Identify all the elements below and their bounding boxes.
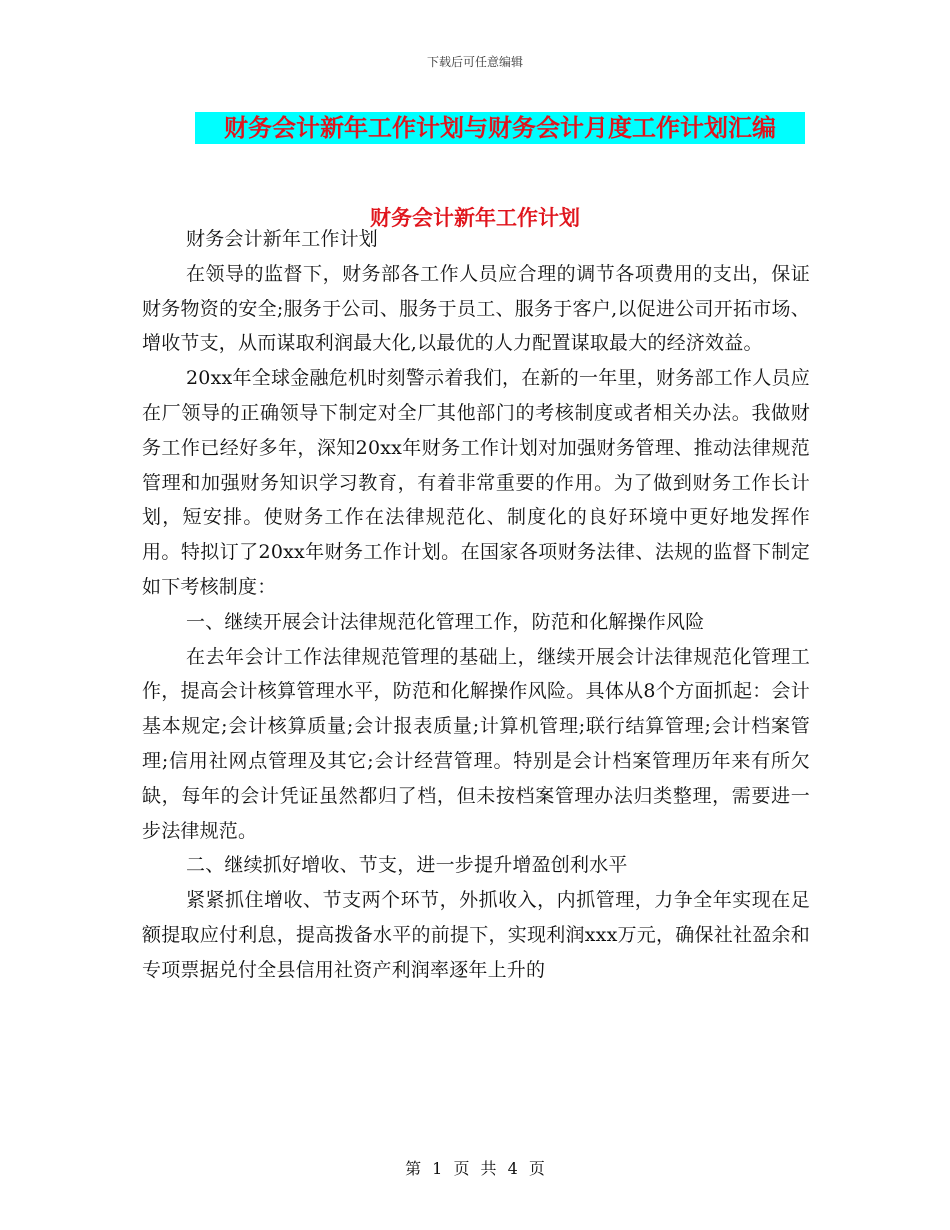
- paragraph: 20xx年全球金融危机时刻警示着我们，在新的一年里，财务部工作人员应在厂领导的正确领导下制定对全厂其他部门的考核制度或者相关办法。我做财务工作已经好多年，深知20xx年财务工作计划对加强财务管理、推动法律规范管理和加强财务知识学习教育，有着非常重要的作用。为了做到财务工作长计划，短安排。使财务工作在法律规范化、制度化的良好环境中更好地发挥作用。特拟订了20xx年财务工作计划。在国家各项财务法律、法规的监督下制定如下考核制度：: [142, 367, 810, 598]
- paragraph: 紧紧抓住增收、节支两个环节，外抓收入，内抓管理，力争全年实现在足额提取应付利息，提高拨备水平的前提下，实现利润xxx万元，确保社社盈余和专项票据兑付全县信用社资产利润率逐年上升的: [142, 889, 810, 981]
- page-footer: 第 1 页 共 4 页: [405, 1159, 545, 1178]
- section-title: 财务会计新年工作计划: [370, 205, 580, 230]
- paragraph-heading: 一、继续开展会计法律规范化管理工作，防范和化解操作风险: [186, 610, 705, 633]
- paragraph: 在领导的监督下，财务部各工作人员应合理的调节各项费用的支出，保证财务物资的安全;服务于公司、服务于员工、服务于客户,以促进公司开拓市场、增收节支，从而谋取利润最大化,以最优的人力配置谋取最大的经济效益。: [142, 262, 810, 355]
- paragraph: 财务会计新年工作计划: [186, 228, 379, 250]
- document-title: 财务会计新年工作计划与财务会计月度工作计划汇编: [195, 112, 805, 144]
- document-body: [142, 222, 810, 988]
- paragraph: 在去年会计工作法律规范管理的基础上，继续开展会计法律规范化管理工作，提高会计核算管理水平，防范和化解操作风险。具体从8个方面抓起：会计基本规定;会计核算质量;会计报表质量;计算机管理;联行结算管理;会计档案管理;信用社网点管理及其它;会计经营管理。特别是会计档案管理历年来有所欠缺，每年的会计凭证虽然都归了档，但未按档案管理办法归类整理，需要进一步法律规范。: [142, 645, 810, 842]
- header-note: 下载后可任意编辑: [426, 55, 523, 69]
- paragraph-heading: 二、继续抓好增收、节支，进一步提升增盈创利水平: [186, 854, 628, 877]
